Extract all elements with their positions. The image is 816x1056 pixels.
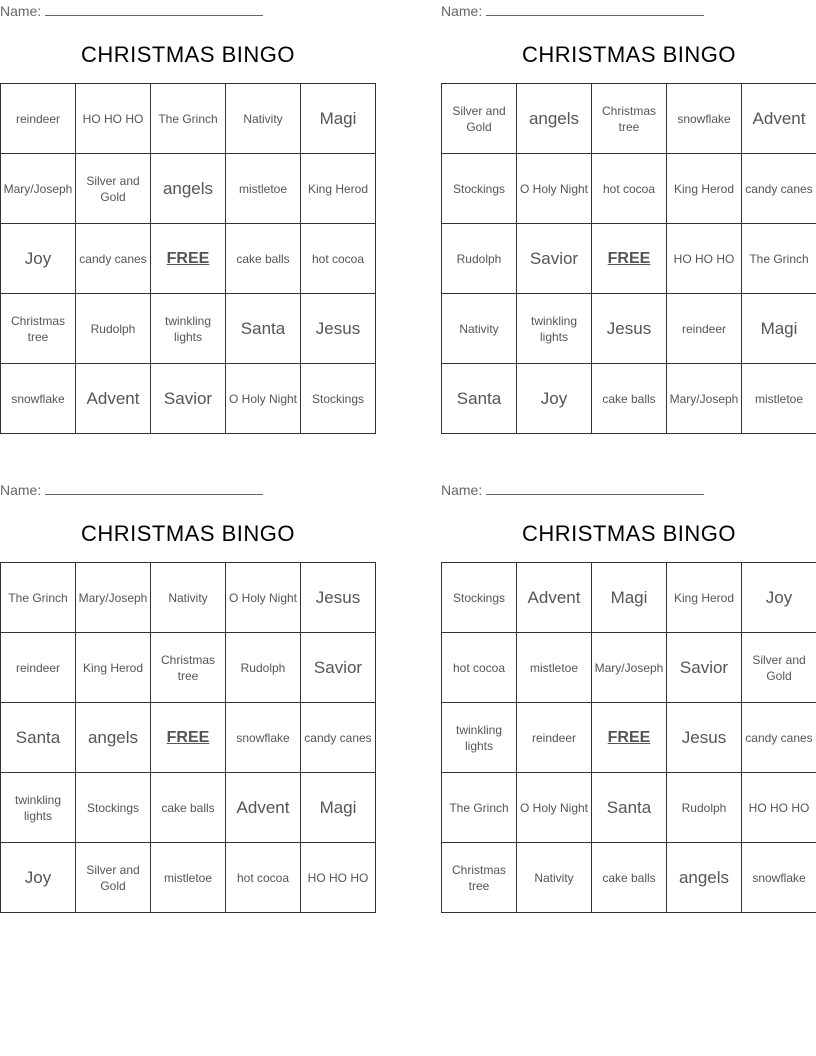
bingo-cell[interactable]: Jesus	[667, 703, 742, 773]
bingo-cell[interactable]: Silver and Gold	[76, 154, 151, 224]
bingo-cell[interactable]: O Holy Night	[226, 563, 301, 633]
name-line[interactable]	[45, 480, 263, 495]
bingo-cell[interactable]: reindeer	[1, 633, 76, 703]
card-title: CHRISTMAS BINGO	[80, 521, 296, 546]
name-field	[0, 479, 300, 501]
bingo-cell[interactable]: O Holy Night	[517, 773, 592, 843]
bingo-cell[interactable]: Stockings	[301, 364, 376, 434]
bingo-cell[interactable]: angels	[517, 84, 592, 154]
bingo-cell[interactable]: Mary/Joseph	[76, 563, 151, 633]
bingo-cell[interactable]: snowflake	[742, 843, 816, 913]
bingo-cell[interactable]: Stockings	[442, 563, 517, 633]
bingo-cell[interactable]: reindeer	[1, 84, 76, 154]
bingo-cell[interactable]: Jesus	[592, 294, 667, 364]
bingo-cell[interactable]: Silver and Gold	[442, 84, 517, 154]
bingo-cell[interactable]: Santa	[1, 703, 76, 773]
bingo-cell[interactable]: Silver and Gold	[742, 633, 816, 703]
bingo-grid	[0, 83, 376, 434]
bingo-cell[interactable]: Magi	[301, 773, 376, 843]
bingo-cell[interactable]: Joy	[517, 364, 592, 434]
bingo-cell[interactable]: Savior	[667, 633, 742, 703]
name-label: Name:	[0, 482, 42, 498]
bingo-cell[interactable]: twinkling lights	[151, 294, 226, 364]
bingo-cell[interactable]: candy canes	[301, 703, 376, 773]
name-label: Name:	[441, 3, 483, 19]
card-title: CHRISTMAS BINGO	[80, 42, 296, 67]
bingo-cell[interactable]: Santa	[226, 294, 301, 364]
bingo-cell[interactable]: Christmas tree	[442, 843, 517, 913]
bingo-cell[interactable]: Jesus	[301, 294, 376, 364]
bingo-cell[interactable]: King Herod	[667, 563, 742, 633]
free-space[interactable]: FREE	[151, 703, 226, 773]
bingo-cell[interactable]: Stockings	[442, 154, 517, 224]
bingo-cell[interactable]: Nativity	[226, 84, 301, 154]
bingo-cell[interactable]: snowflake	[667, 84, 742, 154]
name-line[interactable]	[45, 1, 263, 16]
bingo-cell[interactable]: Magi	[592, 563, 667, 633]
free-space[interactable]: FREE	[592, 224, 667, 294]
bingo-cell[interactable]: The Grinch	[742, 224, 816, 294]
bingo-cell[interactable]: King Herod	[301, 154, 376, 224]
bingo-cell[interactable]: Advent	[76, 364, 151, 434]
bingo-grid	[441, 562, 816, 913]
bingo-cell[interactable]: hot cocoa	[226, 843, 301, 913]
name-line[interactable]	[486, 1, 704, 16]
bingo-cell[interactable]: Nativity	[517, 843, 592, 913]
bingo-cell[interactable]: The Grinch	[1, 563, 76, 633]
bingo-cell[interactable]: candy canes	[76, 224, 151, 294]
bingo-cell[interactable]: Christmas tree	[1, 294, 76, 364]
bingo-cell[interactable]: cake balls	[226, 224, 301, 294]
name-field	[441, 479, 741, 501]
bingo-grid	[441, 83, 816, 434]
bingo-cell[interactable]: snowflake	[1, 364, 76, 434]
bingo-cell[interactable]: Santa	[442, 364, 517, 434]
bingo-cell[interactable]: HO HO HO	[742, 773, 816, 843]
bingo-cell[interactable]: cake balls	[592, 364, 667, 434]
bingo-cell[interactable]: candy canes	[742, 154, 816, 224]
bingo-cell[interactable]: mistletoe	[742, 364, 816, 434]
bingo-grid	[0, 562, 376, 913]
bingo-cell[interactable]: Joy	[742, 563, 816, 633]
bingo-cell[interactable]: Christmas tree	[592, 84, 667, 154]
bingo-cell[interactable]: hot cocoa	[301, 224, 376, 294]
bingo-cell[interactable]: Savior	[517, 224, 592, 294]
bingo-cell[interactable]: hot cocoa	[442, 633, 517, 703]
card-title: CHRISTMAS BINGO	[521, 42, 737, 67]
bingo-cell[interactable]: candy canes	[742, 703, 816, 773]
bingo-cell[interactable]: Mary/Joseph	[667, 364, 742, 434]
bingo-cell[interactable]: angels	[151, 154, 226, 224]
bingo-cell[interactable]: King Herod	[76, 633, 151, 703]
bingo-cell[interactable]: Advent	[226, 773, 301, 843]
bingo-cell[interactable]: twinkling lights	[517, 294, 592, 364]
bingo-cell[interactable]: Rudolph	[226, 633, 301, 703]
bingo-cell[interactable]: Rudolph	[442, 224, 517, 294]
bingo-cell[interactable]: Magi	[742, 294, 816, 364]
bingo-cell[interactable]: Mary/Joseph	[1, 154, 76, 224]
free-space[interactable]: FREE	[151, 224, 226, 294]
bingo-cell[interactable]: Savior	[151, 364, 226, 434]
bingo-cell[interactable]: hot cocoa	[592, 154, 667, 224]
card-title: CHRISTMAS BINGO	[521, 521, 737, 546]
bingo-cell[interactable]: Nativity	[442, 294, 517, 364]
bingo-cell[interactable]: Savior	[301, 633, 376, 703]
bingo-cell[interactable]: Rudolph	[667, 773, 742, 843]
bingo-cell[interactable]: snowflake	[226, 703, 301, 773]
bingo-cell[interactable]: cake balls	[592, 843, 667, 913]
bingo-cell[interactable]: reindeer	[667, 294, 742, 364]
bingo-cell[interactable]: Advent	[742, 84, 816, 154]
bingo-cell[interactable]: angels	[76, 703, 151, 773]
bingo-cell[interactable]: The Grinch	[442, 773, 517, 843]
bingo-cell[interactable]: Joy	[1, 224, 76, 294]
name-field	[0, 0, 300, 22]
bingo-cell[interactable]: mistletoe	[151, 843, 226, 913]
name-field	[441, 0, 741, 22]
bingo-cell[interactable]: O Holy Night	[226, 364, 301, 434]
bingo-cell[interactable]: twinkling lights	[1, 773, 76, 843]
bingo-cell[interactable]: Rudolph	[76, 294, 151, 364]
bingo-cell[interactable]: HO HO HO	[667, 224, 742, 294]
bingo-cell[interactable]: HO HO HO	[301, 843, 376, 913]
bingo-cell[interactable]: cake balls	[151, 773, 226, 843]
bingo-cell[interactable]: HO HO HO	[76, 84, 151, 154]
bingo-cell[interactable]: Santa	[592, 773, 667, 843]
bingo-cell[interactable]: Magi	[301, 84, 376, 154]
bingo-cell[interactable]: O Holy Night	[517, 154, 592, 224]
name-label: Name:	[0, 3, 42, 19]
name-line[interactable]	[486, 480, 704, 495]
bingo-cell[interactable]: The Grinch	[151, 84, 226, 154]
bingo-cell[interactable]: Stockings	[76, 773, 151, 843]
bingo-cell[interactable]: Silver and Gold	[76, 843, 151, 913]
bingo-cell[interactable]: Jesus	[301, 563, 376, 633]
bingo-cell[interactable]: Christmas tree	[151, 633, 226, 703]
bingo-cell[interactable]: reindeer	[517, 703, 592, 773]
free-space[interactable]: FREE	[592, 703, 667, 773]
bingo-cell[interactable]: Mary/Joseph	[592, 633, 667, 703]
bingo-cell[interactable]: Nativity	[151, 563, 226, 633]
bingo-cell[interactable]: twinkling lights	[442, 703, 517, 773]
name-label: Name:	[441, 482, 483, 498]
bingo-cell[interactable]: Advent	[517, 563, 592, 633]
bingo-cell[interactable]: mistletoe	[517, 633, 592, 703]
bingo-cell[interactable]: King Herod	[667, 154, 742, 224]
bingo-cell[interactable]: angels	[667, 843, 742, 913]
bingo-cell[interactable]: Joy	[1, 843, 76, 913]
bingo-cell[interactable]: mistletoe	[226, 154, 301, 224]
